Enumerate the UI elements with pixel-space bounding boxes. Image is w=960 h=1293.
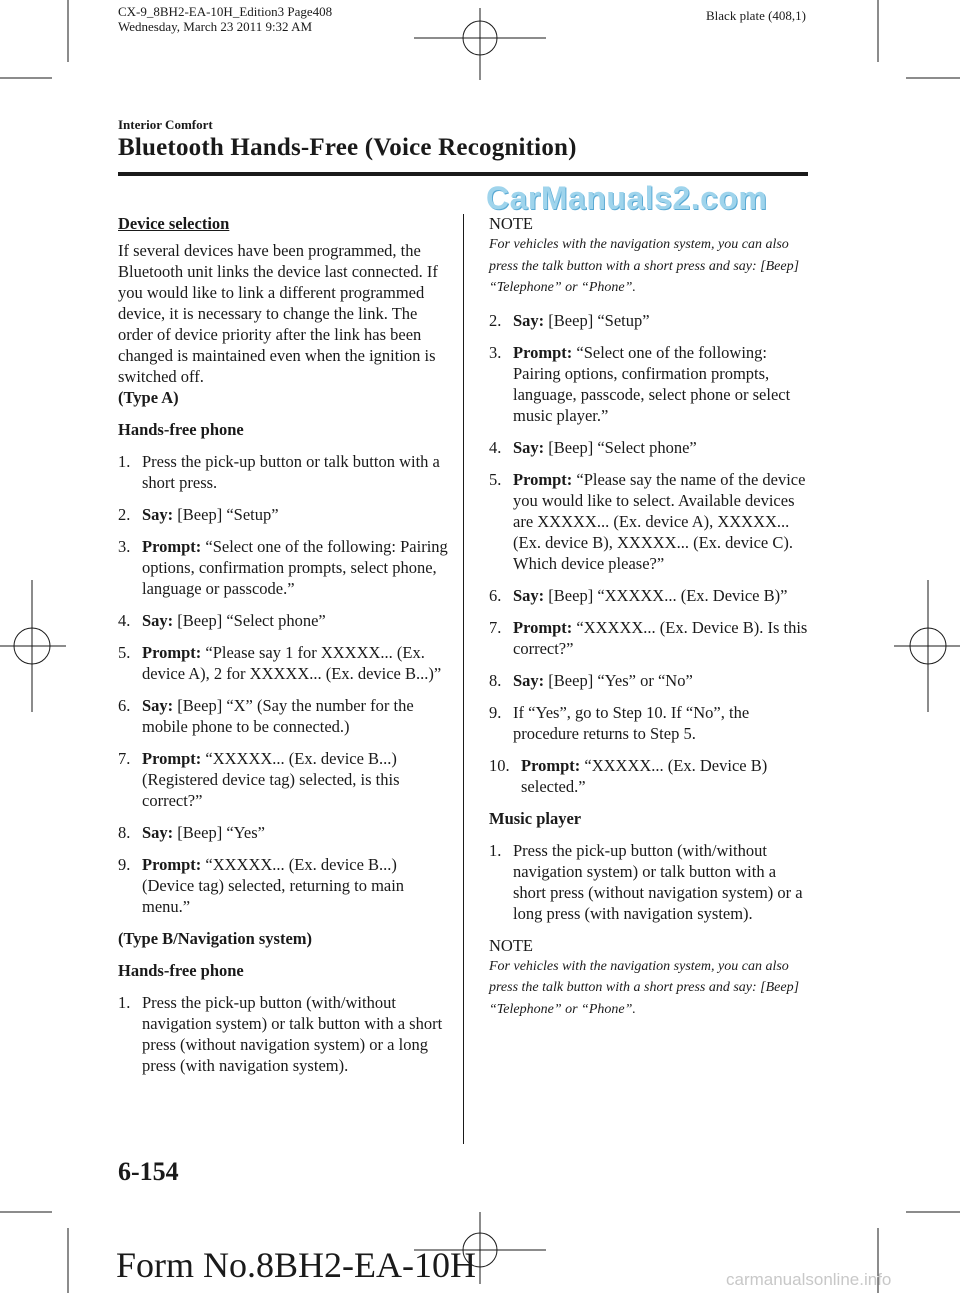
hands-free-heading-a: Hands-free phone: [118, 420, 244, 439]
step-number: 2.: [489, 310, 502, 330]
file-info-line1: CX-9_8BH2-EA-10H_Edition3 Page408: [118, 4, 333, 19]
step-number: 3.: [118, 537, 131, 556]
step-number: 1.: [118, 993, 131, 1012]
step-item: [118, 992, 448, 1076]
watermark-logo: CarManuals2.com: [486, 180, 768, 216]
step-keyword: Prompt:: [142, 537, 202, 556]
steps-type-a: [118, 451, 448, 917]
step-item: [118, 610, 448, 631]
step-number: 4.: [489, 437, 502, 457]
device-selection-heading: Device selection: [118, 214, 230, 233]
step-item: [489, 617, 809, 659]
form-number: Form No.8BH2-EA-10H: [116, 1245, 476, 1285]
step-number: 2.: [118, 505, 131, 524]
step-keyword: Prompt:: [513, 469, 573, 489]
step-number: 5.: [118, 643, 131, 662]
step-text: “XXXXX... (Ex. Device B). Is this correct?”: [513, 617, 808, 658]
step-text: Press the pick-up button (with/without navigation system) or talk button with a short press (without navigation system) or a long press (with navigation system).: [142, 993, 443, 1075]
step-text: “XXXXX... (Ex. device B...) (Registered device tag) selected, is this correct?”: [142, 749, 400, 810]
step-keyword: Prompt:: [513, 617, 573, 637]
note-title: NOTE: [489, 214, 533, 233]
step-keyword: Say:: [142, 505, 174, 524]
left-column: [118, 213, 448, 1087]
step-keyword: Say:: [513, 670, 545, 690]
column-divider: [463, 214, 464, 1144]
step-text: “Please say the name of the device you would like to select. Available devices are XXXXX... (Ex. device A), XXXXX... (Ex. device B), XXXXX... (Ex. device C). Which device please?”: [513, 469, 806, 573]
step-number: 7.: [489, 617, 502, 637]
step-number: 4.: [118, 611, 131, 630]
file-info-line2: Wednesday, March 23 2011 9:32 AM: [118, 19, 313, 34]
step-text: [Beep] “Setup”: [544, 310, 650, 330]
type-b-label: (Type B/Navigation system): [118, 929, 313, 948]
step-text: [Beep] “XXXXX... (Ex. Device B)”: [544, 585, 788, 605]
right-column: [489, 213, 809, 1031]
note-text: For vehicles with the navigation system, you can also press the talk button with a short press and say: [Beep] “Telephone” or “Phone”.: [489, 237, 800, 295]
plate-label: Black plate (408,1): [706, 8, 806, 23]
page-number: 6-154: [118, 1157, 179, 1186]
step-item: [489, 755, 809, 797]
step-item: [118, 451, 448, 493]
step-keyword: Say:: [142, 823, 174, 842]
section-label: Interior Comfort: [118, 117, 213, 132]
step-text: [Beep] “Yes”: [173, 823, 265, 842]
site-watermark: carmanualsonline.info: [726, 1270, 892, 1289]
step-number: 6.: [489, 585, 502, 605]
step-number: 8.: [489, 670, 502, 690]
step-text: “Please say 1 for XXXXX... (Ex. device A), 2 for XXXXX... (Ex. device B...)”: [142, 643, 442, 683]
step-item: [489, 585, 809, 606]
step-text: [Beep] “Select phone”: [173, 611, 326, 630]
step-number: 1.: [489, 840, 502, 860]
step-item: [489, 670, 809, 691]
step-text: [Beep] “X” (Say the number for the mobile phone to be connected.): [142, 696, 414, 736]
step-number: 5.: [489, 469, 502, 489]
step-text: [Beep] “Yes” or “No”: [544, 670, 693, 690]
page-title: Bluetooth Hands-Free (Voice Recognition): [118, 134, 577, 161]
step-item: [118, 642, 448, 684]
step-text: “Select one of the following: Pairing options, confirmation prompts, language, passcode, select phone or select music player.”: [513, 342, 791, 425]
hands-free-heading-b: Hands-free phone: [118, 961, 244, 980]
step-item: [489, 840, 809, 924]
step-item: [489, 342, 809, 426]
step-number: 8.: [118, 823, 131, 842]
step-text: [Beep] “Select phone”: [544, 437, 697, 457]
note-title: NOTE: [489, 935, 533, 955]
note-text: For vehicles with the navigation system, you can also press the talk button with a short press and say: [Beep] “Telephone” or “Phone”.: [489, 958, 800, 1017]
step-number: 9.: [489, 702, 502, 722]
step-number: 1.: [118, 452, 131, 471]
step-keyword: Say:: [513, 437, 545, 457]
step-keyword: Prompt:: [142, 643, 202, 662]
step-item: [118, 748, 448, 811]
step-keyword: Prompt:: [521, 755, 581, 775]
music-player-heading: Music player: [489, 808, 582, 828]
step-text: “XXXXX... (Ex. device B...) (Device tag) selected, returning to main menu.”: [142, 855, 405, 916]
step-item: [489, 702, 809, 744]
title-rule: [118, 172, 808, 176]
step-keyword: Say:: [513, 310, 545, 330]
step-number: 7.: [118, 749, 131, 768]
step-item: [118, 536, 448, 599]
step-keyword: Prompt:: [142, 855, 202, 874]
step-number: 3.: [489, 342, 502, 362]
type-a-label: (Type A): [118, 388, 179, 407]
step-keyword: Prompt:: [513, 342, 573, 362]
step-item: [118, 504, 448, 525]
step-text: “XXXXX... (Ex. Device B) selected.”: [521, 755, 768, 796]
step-number: 6.: [118, 696, 131, 715]
step-keyword: Prompt:: [142, 749, 202, 768]
step-text: “Select one of the following: Pairing options, confirmation prompts, select phone, language or passcode.”: [142, 537, 448, 598]
step-number: 9.: [118, 855, 131, 874]
step-text: If “Yes”, go to Step 10. If “No”, the procedure returns to Step 5.: [513, 702, 750, 743]
step-keyword: Say:: [513, 585, 545, 605]
step-text: Press the pick-up button or talk button with a short press.: [142, 452, 440, 492]
steps-type-b: [489, 310, 809, 744]
step-number: 10.: [489, 755, 510, 775]
step-text: Press the pick-up button (with/without navigation system) or talk button with a short press (without navigation system) or a long press (with navigation system).: [513, 840, 803, 923]
step-item: [489, 310, 809, 331]
step-item: [118, 854, 448, 917]
file-info: [118, 4, 332, 34]
step-text: [Beep] “Setup”: [173, 505, 279, 524]
step-item: [118, 695, 448, 737]
step-item: [489, 469, 809, 574]
step-keyword: Say:: [142, 611, 174, 630]
step-item: [489, 437, 809, 458]
step-item: [118, 822, 448, 843]
intro-paragraph: If several devices have been programmed, the Bluetooth unit links the device last connected. If you would like to link a different programmed device, it is necessary to change the link. The order of device priority after the link has been changed is maintained even when the ignition is switched off.: [118, 241, 438, 386]
step-keyword: Say:: [142, 696, 174, 715]
